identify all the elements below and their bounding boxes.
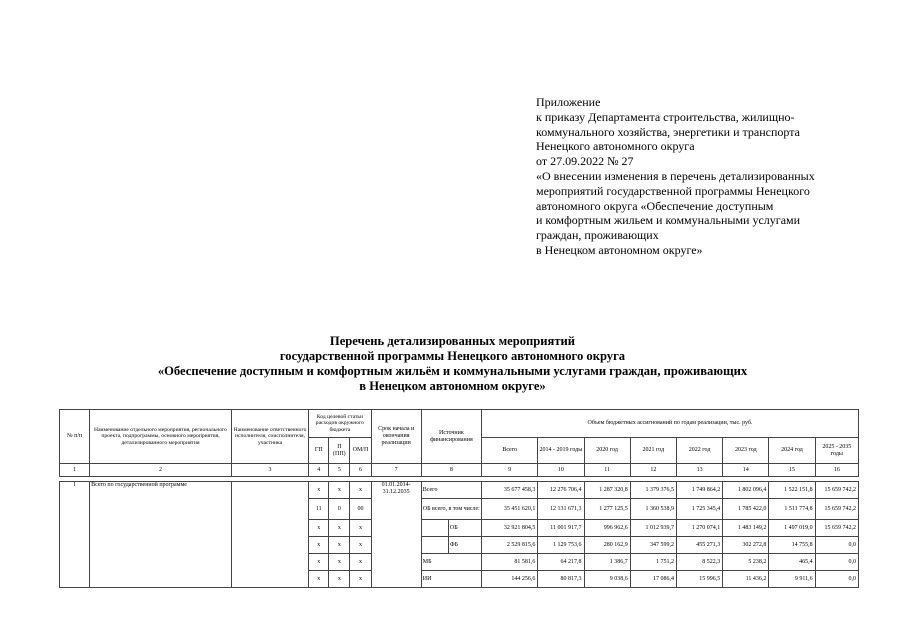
column-index: 5 [329,464,350,477]
code-pgp-cell: х [329,537,350,554]
value-cell: 1 725 345,4 [676,499,722,520]
source-cell: МБ [421,554,481,571]
value-cell: 15 659 742,2 [815,499,858,520]
code-pgp-cell: х [329,482,350,499]
appendix-line: от 27.09.2022 № 27 [536,154,634,169]
header-code-pgp: П (ПП) [329,438,350,464]
value-cell: 80 817,3 [538,571,584,588]
program-num: 1 [60,482,90,588]
code-om-cell: х [350,554,371,571]
value-cell: 35 677 458,3 [482,482,538,499]
value-cell: 17 086,4 [630,571,676,588]
header-year: 2020 год [584,438,630,464]
header-year: 2023 год [723,438,769,464]
value-cell: 2 529 815,6 [482,537,538,554]
value-cell: 1 012 939,7 [630,520,676,537]
header-volume-group: Объем бюджетных ассигнований по годам реализации, тыс. руб. [482,410,859,438]
value-cell: 11 436,2 [723,571,769,588]
column-index: 14 [723,464,769,477]
code-gp-cell: х [309,571,329,588]
value-cell: 12 276 706,4 [538,482,584,499]
value-cell: 81 581,6 [482,554,538,571]
document-title [0,334,905,394]
code-pgp-cell: х [329,571,350,588]
header-year: 2014 - 2019 годы [538,438,584,464]
column-index: 9 [482,464,538,477]
header-year: 2022 год [676,438,722,464]
appendix-line: и комфортным жильем и коммунальными услугами [536,213,801,228]
value-cell: 35 451 620,1 [482,499,538,520]
header-executor: Наименование ответственного исполнителя, соисполнителя, участника [231,410,308,464]
column-index: 12 [630,464,676,477]
source-cell: ОБ [448,520,481,537]
header-year: Всего [482,438,538,464]
value-cell: 280 162,9 [584,537,630,554]
code-gp-cell: х [309,482,329,499]
value-cell: 1 379 376,5 [630,482,676,499]
column-index: 1 [60,464,90,477]
value-cell: 1 749 864,2 [676,482,722,499]
code-om-cell: х [350,571,371,588]
value-cell: 1 511 774,8 [769,499,815,520]
column-index: 4 [309,464,329,477]
value-cell: 1 270 074,1 [676,520,722,537]
measures-table [59,409,859,588]
value-cell: 1 522 151,8 [769,482,815,499]
value-cell: 1 802 096,4 [723,482,769,499]
table-row [60,482,859,499]
value-cell: 1 483 149,2 [723,520,769,537]
appendix-line: коммунального хозяйства, энергетики и транспорта [536,124,800,139]
header-period: Срок начала и окончания реализации [371,410,421,464]
column-index-row [60,464,859,477]
value-cell: 455 271,3 [676,537,722,554]
value-cell: 0,0 [815,571,858,588]
value-cell: 8 522,3 [676,554,722,571]
value-cell: 5 238,2 [723,554,769,571]
column-index: 6 [350,464,371,477]
appendix-line: автономного округа «Обеспечение доступным [536,198,774,213]
column-index: 10 [538,464,584,477]
code-pgp-cell: х [329,554,350,571]
value-cell: 0,0 [815,554,858,571]
code-om-cell: х [350,537,371,554]
appendix-line: граждан, проживающих [536,228,659,243]
appendix-line: «О внесении изменения в перечень детализированных [536,168,815,183]
column-index: 11 [584,464,630,477]
appendix-line: Приложение [536,95,601,109]
value-cell: 9 038,6 [584,571,630,588]
code-om-cell: х [350,520,371,537]
value-cell: 64 217,8 [538,554,584,571]
value-cell: 9 911,6 [769,571,815,588]
column-index: 13 [676,464,722,477]
value-cell: 1 751,2 [630,554,676,571]
program-period: 01.01.2014-31.12.2035 [371,482,421,588]
value-cell: 1 360 538,9 [630,499,676,520]
title-line: в Ненецком автономном округе» [359,379,546,393]
source-cell: ИИ [421,571,481,588]
value-cell: 1 386,7 [584,554,630,571]
value-cell: 1 129 753,6 [538,537,584,554]
source-cell: ОБ всего, в том числе: [421,499,481,520]
header-code-group: Код целевой статьи расходов окружного бюджета [309,410,371,438]
header-code-gp: ГП [309,438,329,464]
column-index: 7 [371,464,421,477]
code-gp-cell: х [309,554,329,571]
column-index: 16 [815,464,858,477]
value-cell: 11 001 917,7 [538,520,584,537]
value-cell: 15 996,5 [676,571,722,588]
title-line: «Обеспечение доступным и комфортным жильём и коммунальными услугами граждан, проживающих [157,364,748,378]
appendix-line: Ненецкого автономного округа [536,139,695,154]
code-pgp-cell: 0 [329,499,350,520]
title-line: Перечень детализированных мероприятий [329,334,576,348]
value-cell: 12 131 671,3 [538,499,584,520]
column-index: 8 [421,464,481,477]
value-cell: 144 256,6 [482,571,538,588]
column-index: 2 [90,464,232,477]
code-gp-cell: х [309,520,329,537]
source-cell: ФБ [448,537,481,554]
title-line: государственной программы Ненецкого автономного округа [279,349,626,363]
program-name: Всего по государственной программе [90,482,232,588]
header-year: 2024 год [769,438,815,464]
value-cell: 1 277 125,5 [584,499,630,520]
value-cell: 32 921 804,5 [482,520,538,537]
header-row-1 [60,410,859,438]
appendix-block [536,95,881,258]
program-executor [231,482,308,588]
value-cell: 465,4 [769,554,815,571]
value-cell: 1 497 019,0 [769,520,815,537]
value-cell: 1 785 422,0 [723,499,769,520]
code-pgp-cell: х [329,520,350,537]
value-cell: 15 659 742,2 [815,482,858,499]
value-cell: 1 287 320,8 [584,482,630,499]
header-name: Наименование отдельного мероприятия, регионального проекта, подпрограммы, основного мероприятия, детализированного мероприятия [90,410,232,464]
value-cell: 0,0 [815,537,858,554]
appendix-line: мероприятий государственной программы Ненецкого [536,183,810,198]
value-cell: 996 962,6 [584,520,630,537]
header-year: 2021 год [630,438,676,464]
source-indent-cell [421,537,448,554]
appendix-line: к приказу Департамента строительства, жилищно- [536,109,795,124]
source-cell: Всего [421,482,481,499]
column-index: 15 [769,464,815,477]
value-cell: 302 272,8 [723,537,769,554]
header-source: Источник финансирования [421,410,481,464]
code-gp-cell: х [309,537,329,554]
value-cell: 347 599,2 [630,537,676,554]
header-num: № п/п [60,410,90,464]
header-year: 2025 - 2035 годы [815,438,858,464]
code-om-cell: 00 [350,499,371,520]
code-om-cell: х [350,482,371,499]
source-indent-cell [421,520,448,537]
header-code-om: ОМ/П [350,438,371,464]
column-index: 3 [231,464,308,477]
value-cell: 14 755,8 [769,537,815,554]
appendix-line: в Ненецком автономном округе» [536,242,703,257]
code-gp-cell: 11 [309,499,329,520]
value-cell: 15 659 742,2 [815,520,858,537]
